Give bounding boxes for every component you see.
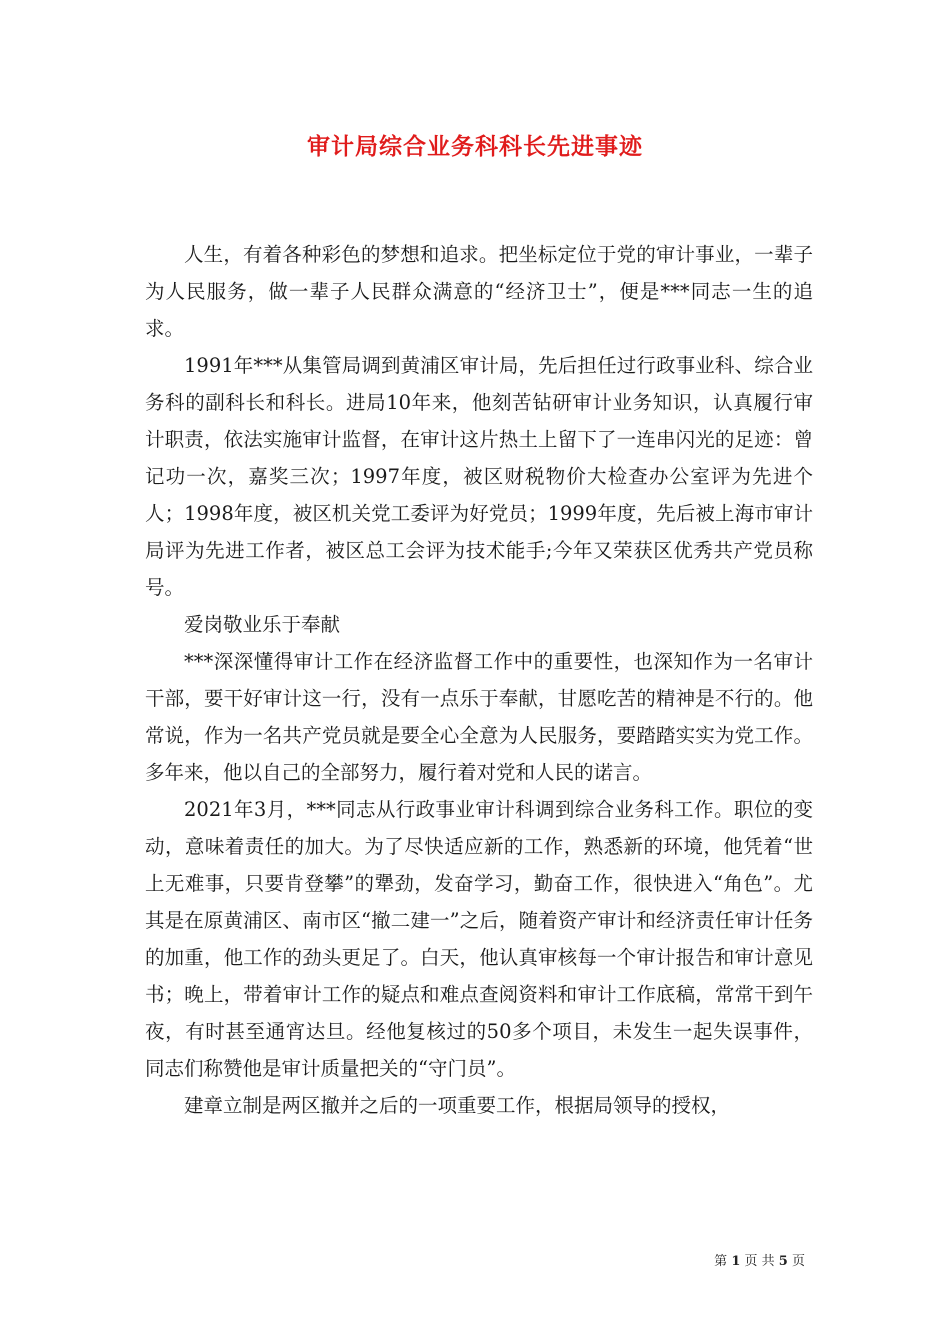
footer-prefix: 第 (714, 1254, 728, 1269)
page-footer (714, 1250, 805, 1269)
footer-middle: 页 共 (744, 1254, 775, 1269)
paragraph: 2021年3月，***同志从行政事业审计科调到综合业务科工作。职位的变动，意味着责任的加大。为了尽快适应新的工作，熟悉新的环境，他凭着“世上无难事，只要肯登攀”的犟劲，发奋学习，勤奋工作，很快进入“角色”。尤其是在原黄浦区、南市区“撤二建一”之后，随着资产审计和经济责任审计任务的加重，他工作的劲头更足了。白天，他认真审核每一个审计报告和审计意见书；晚上，带着审计工作的疑点和难点查阅资料和审计工作底稿，常常干到午夜，有时甚至通宵达旦。经他复核过的50多个项目，未发生一起失误事件，同志们称赞他是审计质量把关的“守门员”。 (145, 798, 813, 1080)
paragraph: 建章立制是两区撤并之后的一项重要工作，根据局领导的授权， (184, 1094, 731, 1117)
section-heading: 爱岗敬业乐于奉献 (184, 613, 341, 636)
footer-suffix: 页 (791, 1254, 805, 1269)
document-body (145, 236, 813, 1124)
paragraph: 1991年***从集管局调到黄浦区审计局，先后担任过行政事业科、综合业务科的副科长和科长。进局10年来，他刻苦钻研审计业务知识，认真履行审计职责，依法实施审计监督，在审计这片热土上留下了一连串闪光的足迹：曾记功一次，嘉奖三次；1997年度，被区财税物价大检查办公室评为先进个人；1998年度，被区机关党工委评为好党员；1999年度，先后被上海市审计局评为先进工作者，被区总工会评为技术能手;今年又荣获区优秀共产党员称号。 (145, 354, 813, 599)
document-title: 审计局综合业务科科长先进事迹 (307, 134, 643, 160)
paragraph: 人生，有着各种彩色的梦想和追求。把坐标定位于党的审计事业，一辈子为人民服务，做一辈子人民群众满意的“经济卫士”，便是***同志一生的追求。 (145, 243, 813, 340)
total-pages-number: 5 (778, 1254, 788, 1269)
current-page-number: 1 (731, 1254, 741, 1269)
paragraph: ***深深懂得审计工作在经济监督工作中的重要性，也深知作为一名审计干部，要干好审计这一行，没有一点乐于奉献，甘愿吃苦的精神是不行的。他常说，作为一名共产党员就是要全心全意为人民服务，要踏踏实实为党工作。多年来，他以自己的全部努力，履行着对党和人民的诺言。 (145, 650, 813, 784)
